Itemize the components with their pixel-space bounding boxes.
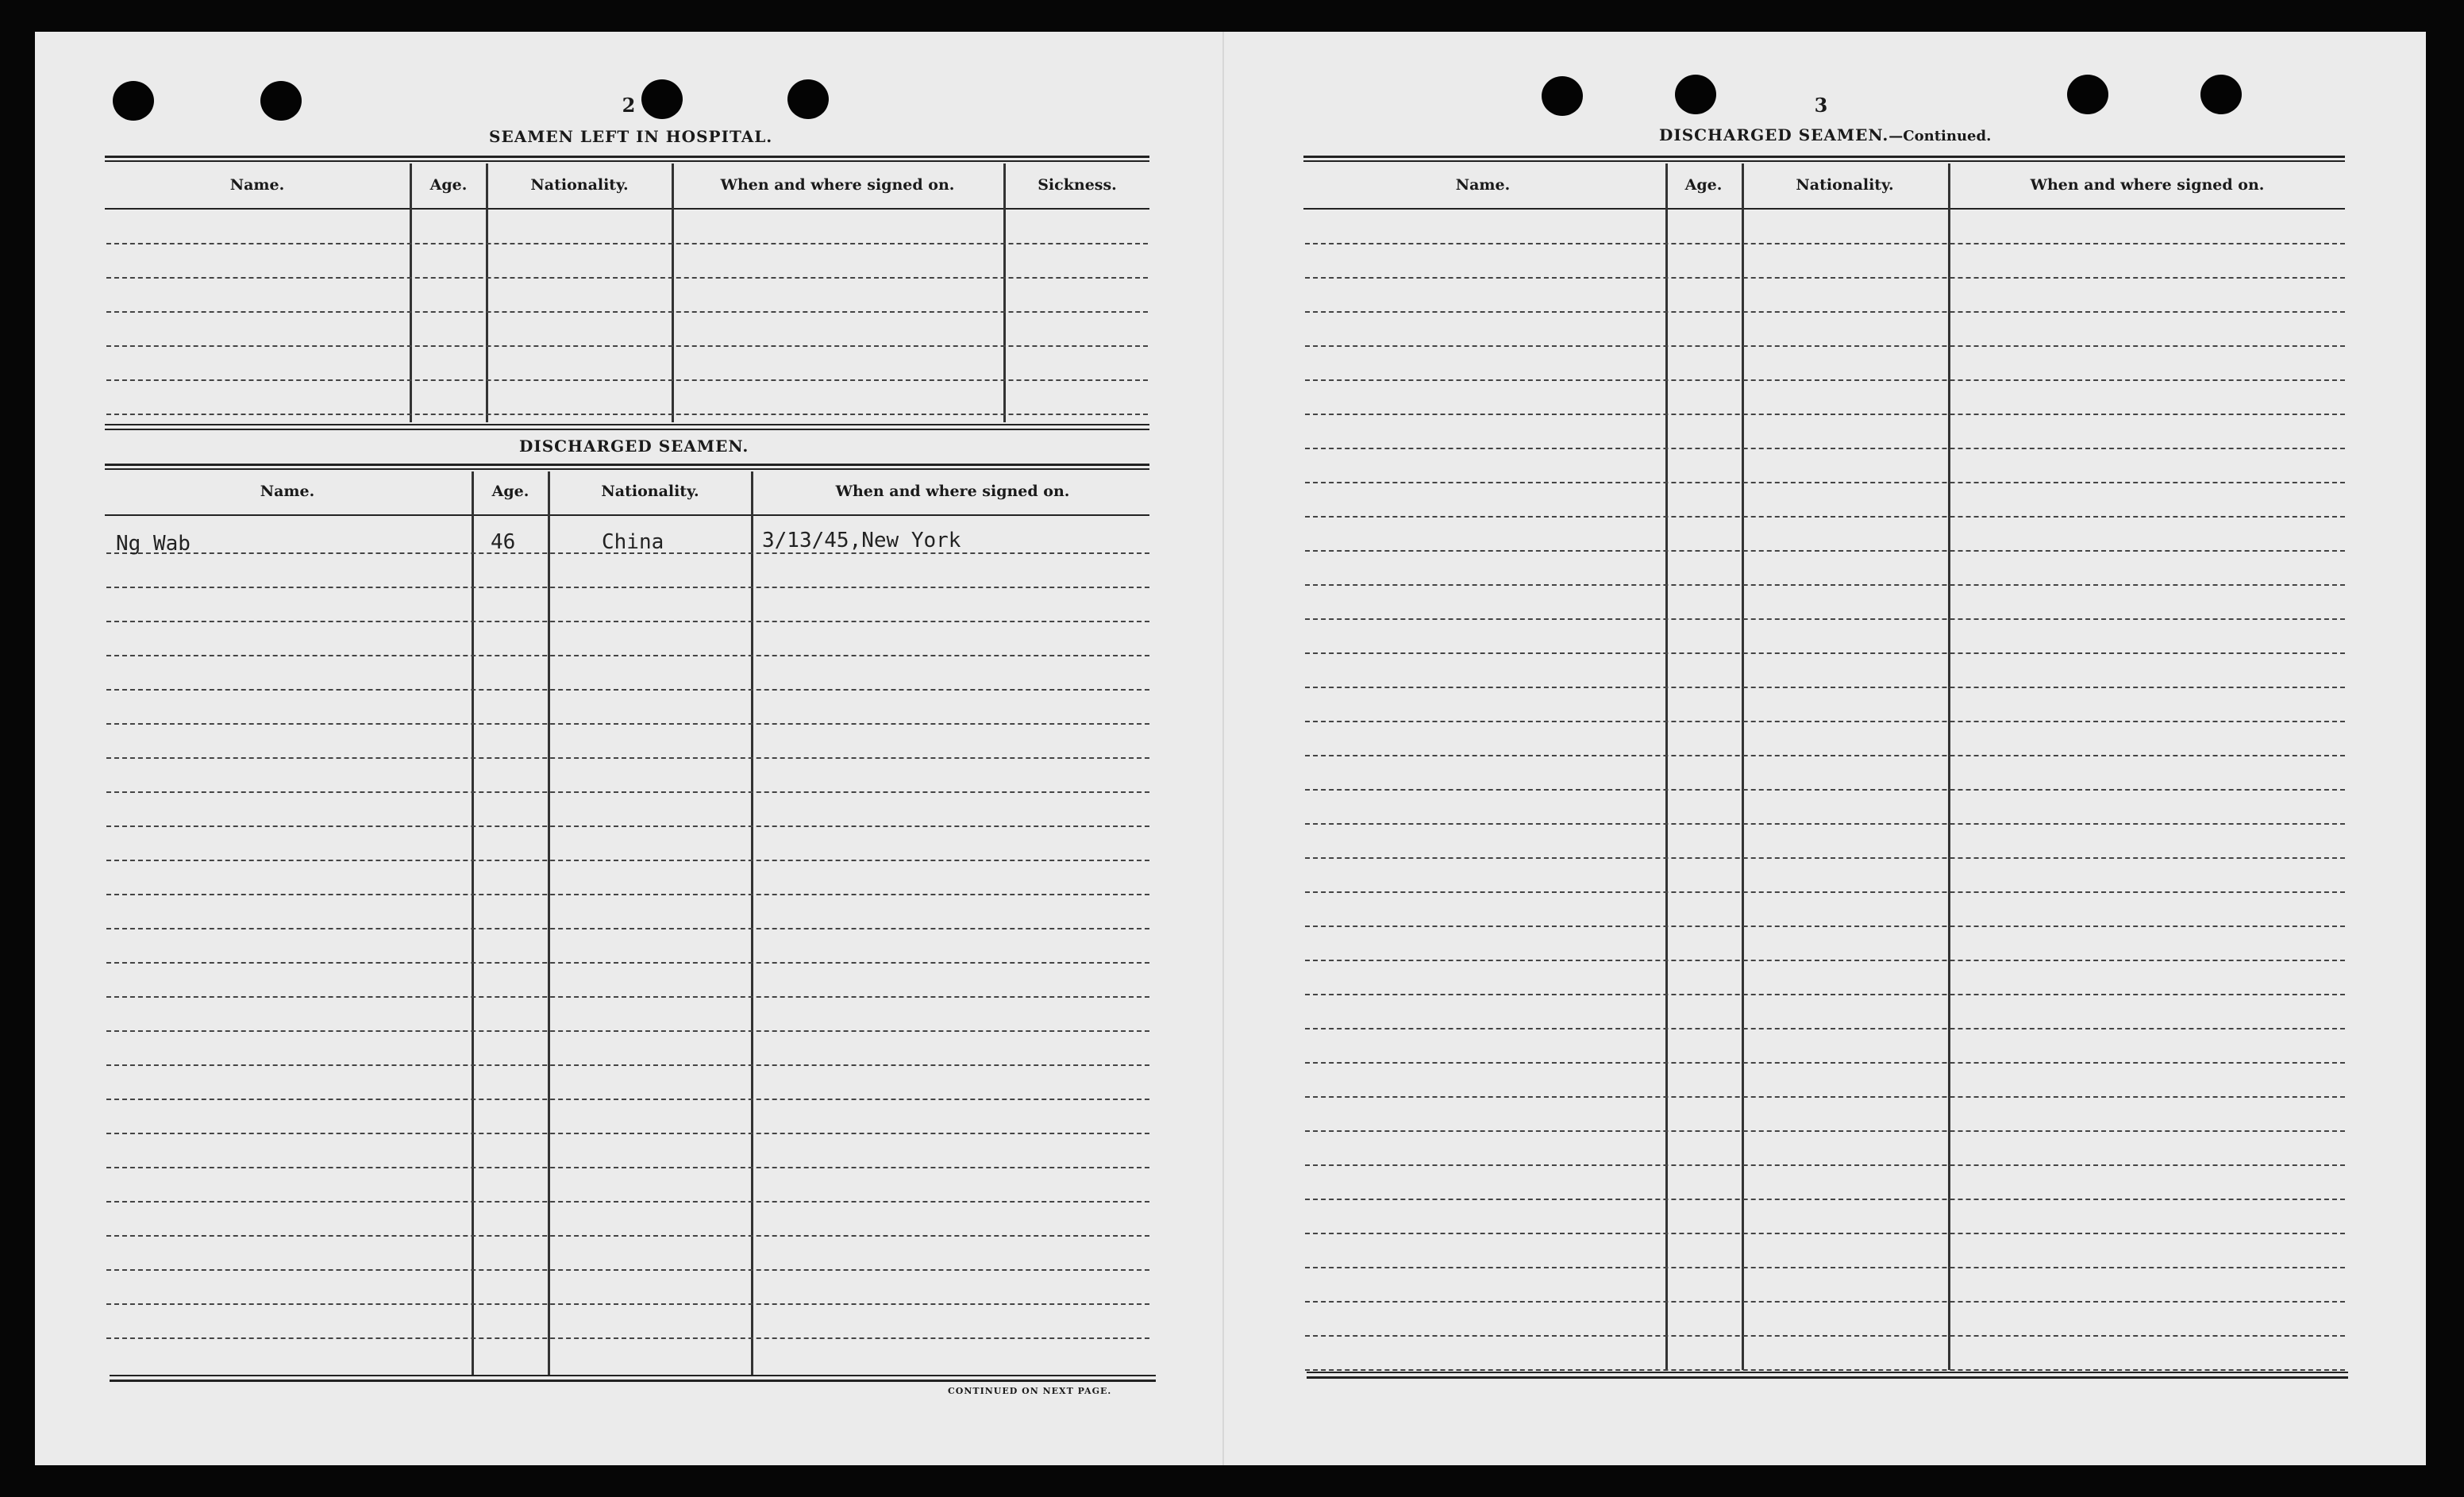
ruled-line xyxy=(106,689,1149,691)
ruled-line xyxy=(106,379,1148,381)
table-top-rule xyxy=(105,160,1149,162)
punch-hole xyxy=(1542,76,1583,116)
column-header-sickness: Sickness. xyxy=(1038,176,1117,194)
column-header-age: Age. xyxy=(429,176,468,194)
section-rule xyxy=(105,424,1149,425)
column-divider xyxy=(486,164,488,422)
column-divider xyxy=(410,164,412,422)
table-bottom-rule xyxy=(110,1375,1156,1376)
ruled-line xyxy=(1305,1164,2345,1166)
page-number: 3 xyxy=(1814,94,1828,117)
ruled-line xyxy=(1305,789,2345,791)
ruled-line xyxy=(106,621,1149,622)
ruled-line xyxy=(1305,960,2345,961)
punch-hole xyxy=(2067,75,2108,114)
column-header-name: Name. xyxy=(1455,176,1511,194)
ruled-line xyxy=(1305,482,2345,483)
ruled-line xyxy=(1305,687,2345,688)
punch-hole xyxy=(260,81,302,121)
ruled-line xyxy=(1305,584,2345,586)
table-bottom-rule xyxy=(1307,1372,2348,1373)
page-fold xyxy=(1222,32,1224,1465)
seaman-nationality: China xyxy=(602,530,664,554)
column-header-nationality: Nationality. xyxy=(530,176,629,194)
punch-hole xyxy=(2200,75,2242,114)
ruled-line xyxy=(1305,1130,2345,1132)
ruled-line xyxy=(106,825,1149,827)
column-header-signed-on: When and where signed on. xyxy=(2030,176,2265,194)
ruled-line xyxy=(106,1235,1149,1237)
discharged-continued-title xyxy=(1659,125,1991,144)
column-header-nationality: Nationality. xyxy=(1796,176,1894,194)
ruled-line xyxy=(1305,926,2345,927)
punch-hole xyxy=(787,79,829,119)
table-bottom-rule xyxy=(1307,1376,2348,1379)
ruled-line xyxy=(106,587,1149,588)
ruled-line xyxy=(106,1303,1149,1305)
ruled-line xyxy=(1305,755,2345,756)
table-bottom-rule xyxy=(110,1380,1156,1382)
column-divider xyxy=(751,471,753,1375)
table-top-rule xyxy=(105,464,1149,466)
ruled-line xyxy=(1305,823,2345,825)
header-rule xyxy=(105,514,1149,516)
ruled-line xyxy=(106,894,1149,895)
ruled-line xyxy=(106,723,1149,725)
header-rule xyxy=(1303,208,2345,210)
ruled-line xyxy=(106,757,1149,759)
table-top-rule xyxy=(105,156,1149,158)
ruled-line xyxy=(106,655,1149,656)
ruled-line xyxy=(1305,857,2345,859)
ruled-line xyxy=(106,311,1148,313)
ruled-line xyxy=(1305,1267,2345,1268)
punch-hole xyxy=(113,81,154,121)
ruled-line xyxy=(106,962,1149,964)
column-header-age: Age. xyxy=(491,483,529,500)
ruled-line xyxy=(1305,1301,2345,1303)
column-header-signed-on: When and where signed on. xyxy=(835,483,1070,500)
ruled-line xyxy=(106,1030,1149,1032)
column-divider xyxy=(472,471,474,1375)
ruled-line xyxy=(106,791,1149,793)
column-divider xyxy=(1948,164,1950,1370)
column-divider xyxy=(1003,164,1006,422)
ruled-line xyxy=(1305,1199,2345,1200)
ruled-line xyxy=(1305,1096,2345,1098)
ruled-line xyxy=(106,414,1148,415)
page-number: 2 xyxy=(622,94,636,117)
ruled-line xyxy=(106,996,1149,998)
ruled-line xyxy=(1305,618,2345,620)
ruled-line xyxy=(1305,516,2345,518)
punch-hole xyxy=(1675,75,1716,114)
ruled-line xyxy=(1305,1369,2345,1371)
ruled-line xyxy=(1305,994,2345,995)
document-sheet xyxy=(35,32,2426,1465)
ruled-line xyxy=(106,860,1149,861)
ruled-line xyxy=(1305,345,2345,347)
column-header-signed-on: When and where signed on. xyxy=(720,176,955,194)
ruled-line xyxy=(106,928,1149,929)
title-main: DISCHARGED SEAMEN. xyxy=(1659,125,1889,144)
ruled-line xyxy=(106,243,1148,244)
ruled-line xyxy=(106,1201,1149,1203)
column-divider xyxy=(548,471,550,1375)
column-header-nationality: Nationality. xyxy=(601,483,699,500)
ruled-line xyxy=(1305,414,2345,415)
title-suffix: —Continued. xyxy=(1888,128,1992,144)
column-header-name: Name. xyxy=(260,483,315,500)
discharged-section-title: DISCHARGED SEAMEN. xyxy=(519,437,749,456)
hospital-section-title: SEAMEN LEFT IN HOSPITAL. xyxy=(489,127,773,146)
column-divider xyxy=(1665,164,1668,1370)
header-rule xyxy=(105,208,1149,210)
ruled-line xyxy=(106,277,1148,279)
ruled-line xyxy=(1305,311,2345,313)
ruled-line xyxy=(106,1133,1149,1134)
ruled-line xyxy=(1305,652,2345,654)
ruled-line xyxy=(106,1099,1149,1100)
table-top-rule xyxy=(105,468,1149,470)
ruled-line xyxy=(106,1167,1149,1168)
ruled-line xyxy=(1305,1062,2345,1064)
column-divider xyxy=(1742,164,1744,1370)
ruled-line xyxy=(1305,1335,2345,1337)
ruled-line xyxy=(1305,891,2345,893)
ruled-line xyxy=(106,345,1148,347)
ruled-line xyxy=(106,1064,1149,1066)
section-rule xyxy=(105,429,1149,430)
ruled-line xyxy=(1305,1028,2345,1029)
table-top-rule xyxy=(1303,160,2345,162)
seaman-name: Ng Wab xyxy=(116,532,191,556)
ruled-line xyxy=(106,1337,1149,1339)
column-divider xyxy=(672,164,674,422)
ruled-line xyxy=(1305,1233,2345,1234)
continued-note: CONTINUED ON NEXT PAGE. xyxy=(948,1386,1112,1396)
ruled-line xyxy=(1305,721,2345,722)
column-header-age: Age. xyxy=(1684,176,1723,194)
seaman-signed-on: 3/13/45,New York xyxy=(762,529,961,552)
seaman-age: 46 xyxy=(491,530,516,554)
ruled-line xyxy=(1305,277,2345,279)
ruled-line xyxy=(1305,550,2345,552)
ruled-line xyxy=(106,1269,1149,1271)
column-header-name: Name. xyxy=(229,176,285,194)
ruled-line xyxy=(1305,243,2345,244)
ruled-line xyxy=(1305,379,2345,381)
ruled-line xyxy=(1305,448,2345,449)
table-top-rule xyxy=(1303,156,2345,158)
